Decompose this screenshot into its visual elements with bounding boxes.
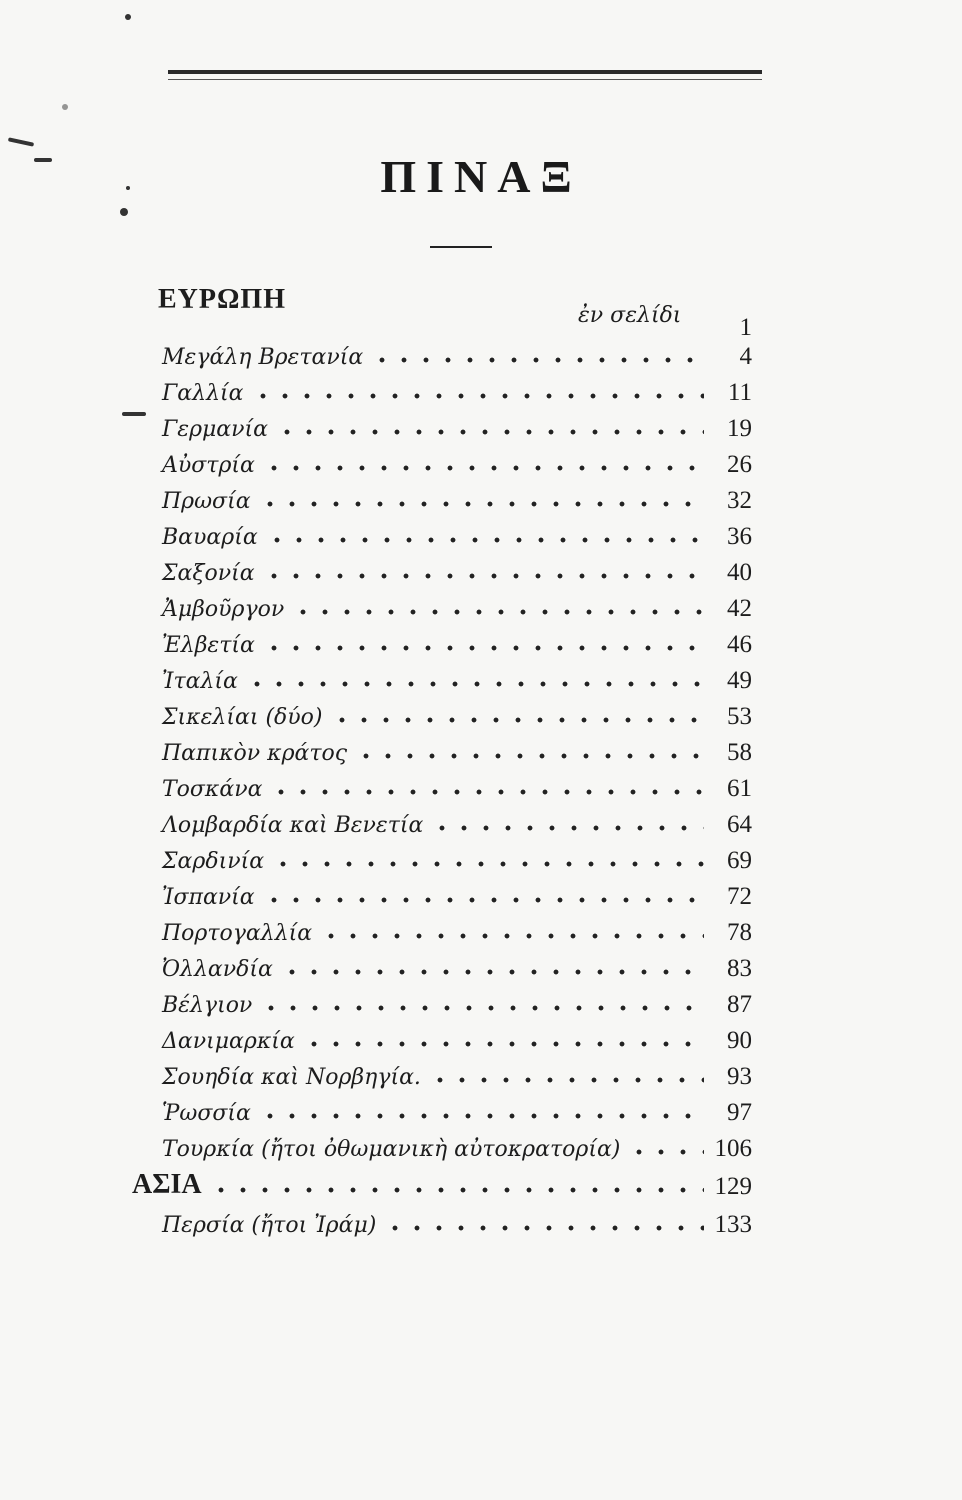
toc-entry: Γερμανία 19 [162,415,752,442]
dot-leader [263,573,704,579]
dot-leader [429,1077,704,1083]
toc-entry: Πρωσία 32 [162,487,752,514]
dot-leader [292,609,704,615]
scan-speck [62,104,68,110]
toc-entry: Ἀμβοῦργον 42 [162,595,752,622]
section-heading-europe: ΕΥΡΩΠΗ [158,284,286,315]
toc-entry: Βαυαρία 36 [162,523,752,550]
scan-speck [126,186,130,190]
dot-leader [259,1113,704,1119]
dot-leader [260,1005,704,1011]
section-page-europe: 1 [739,314,752,341]
dot-leader [272,861,704,867]
toc-entry: Ἰταλία 49 [162,667,752,694]
page-title: ΠΙΝΑΞ [380,151,582,202]
dot-leader [628,1149,704,1155]
dot-leader [263,897,704,903]
dot-leader [331,717,705,723]
title-rule [430,246,492,248]
toc-entry: Σαρδινία 69 [162,847,752,874]
dot-leader [355,753,704,759]
dot-leader [210,1187,704,1193]
top-rule-thin [168,79,762,80]
toc-entry: Λομβαρδία καὶ Βενετία 64 [162,811,752,838]
toc-entry: Ἰσπανία 72 [162,883,752,910]
toc-entry: Πορτογαλλία 78 [162,919,752,946]
toc-entry: Σικελίαι (δύο) 53 [162,703,752,730]
page-column-label: ἐν σελίδι [578,303,682,328]
toc-entry: Παπικὸν κράτος 58 [162,739,752,766]
dot-leader [276,429,704,435]
dot-leader [303,1041,704,1047]
toc-entry: Ὀλλανδία 83 [162,955,752,982]
dot-leader [431,825,704,831]
toc-entry: Δανιμαρκία 90 [162,1027,752,1054]
dot-leader [270,789,704,795]
toc-entry: Τουρκία (ἤτοι ὀθωμανικὴ αὐτοκρατορία) 106 [162,1135,752,1162]
scan-mark [8,137,34,146]
top-rule [168,70,762,74]
scan-speck [125,14,131,20]
toc-entry: Μεγάλη Βρετανία 4 [162,343,752,370]
dot-leader [252,393,705,399]
toc-entry: Βέλγιον 87 [162,991,752,1018]
dot-leader [384,1225,704,1231]
toc-entry: Σουηδία καὶ Νορβηγία. 93 [162,1063,752,1090]
section-entry-asia: ΑΣΙΑ 129 [132,1169,752,1200]
dot-leader [263,645,704,651]
section-heading-asia: ΑΣΙΑ [132,1169,202,1200]
dot-leader [320,933,704,939]
dot-leader [259,501,704,507]
dot-leader [266,537,704,543]
toc-entry: Ἐλβετία 46 [162,631,752,658]
toc-entry: Τοσκάνα 61 [162,775,752,802]
toc-entry: Περσία (ἤτοι Ἰράμ) 133 [162,1211,752,1238]
toc-entry: Αὐστρία 26 [162,451,752,478]
dot-leader [246,681,704,687]
dot-leader [263,465,704,471]
scan-speck [120,208,128,216]
toc-entry: Σαξονία 40 [162,559,752,586]
dot-leader [371,357,704,363]
scan-mark [34,158,52,162]
scan-mark [122,412,146,416]
dot-leader [281,969,704,975]
toc-entry: Ῥωσσία 97 [162,1099,752,1126]
toc-entry: Γαλλία 11 [162,379,752,406]
